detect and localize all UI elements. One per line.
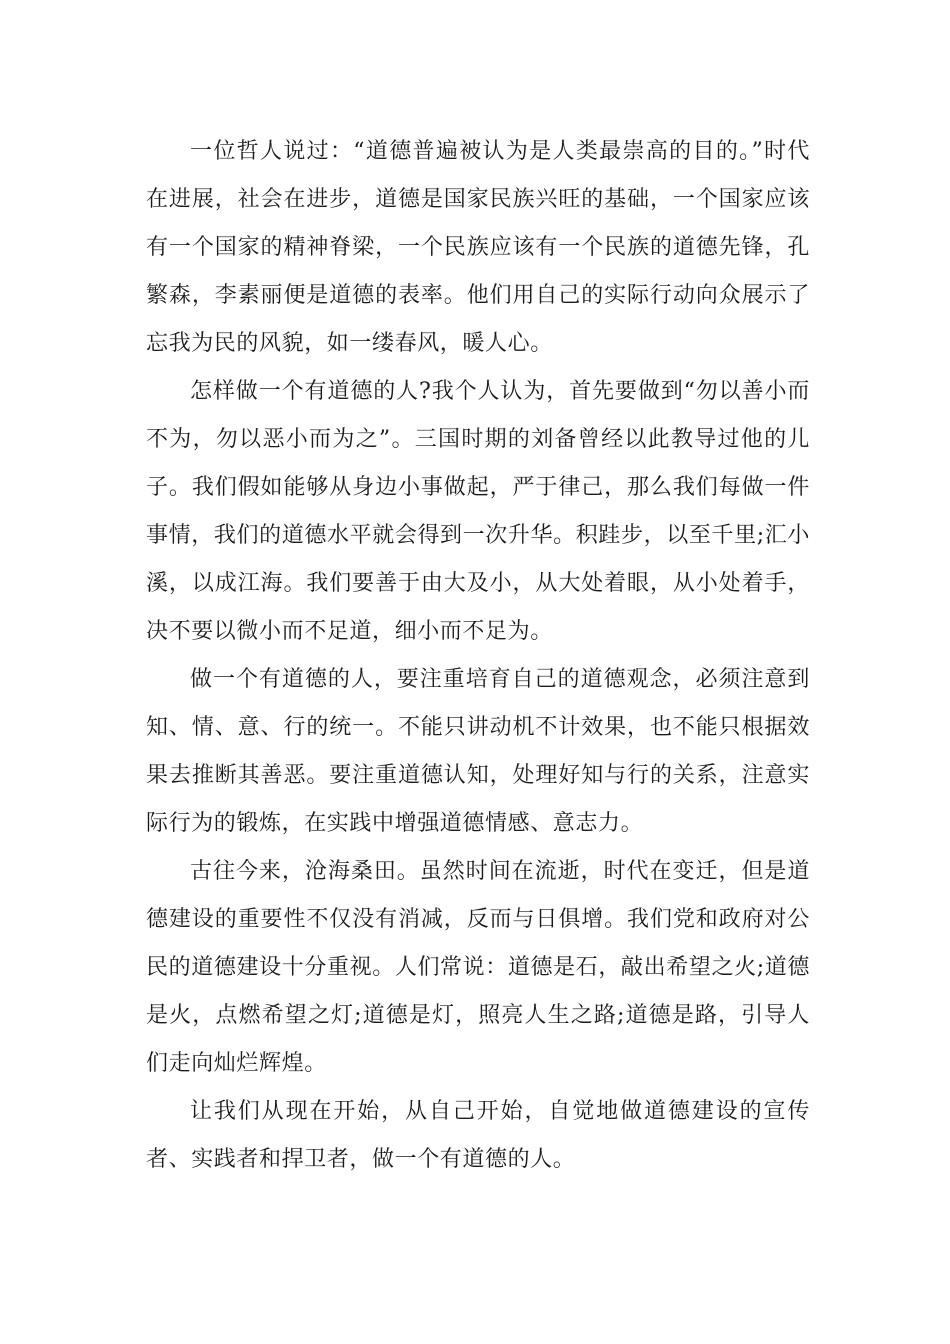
- document-body: [146, 128, 810, 1184]
- paragraph-5: 让我们从现在开始，从自己开始，自觉地做道德建设的宣传者、实践者和捍卫者，做一个有道德的人。: [146, 1099, 810, 1172]
- paragraph-2: 怎样做一个有道德的人?我个人认为，首先要做到“勿以善小而不为，勿以恶小而为之”。三国时期的刘备曾经以此教导过他的儿子。我们假如能够从身边小事做起，严于律己，那么我们每做一件事情，我们的道德水平就会得到一次升华。积跬步，以至千里;汇小溪，以成江海。我们要善于由大及小，从大处着眼，从小处着手，决不要以微小而不足道，细小而不足为。: [146, 379, 810, 644]
- paragraph-4: 古往今来，沧海桑田。虽然时间在流逝，时代在变迁，但是道德建设的重要性不仅没有消减，反而与日俱增。我们党和政府对公民的道德建设十分重视。人们常说：道德是石，敲出希望之火;道德是火，点燃希望之灯;道德是灯，照亮人生之路;道德是路，引导人们走向灿烂辉煌。: [146, 859, 810, 1076]
- paragraph-1: 一位哲人说过：“道德普遍被认为是人类最崇高的目的。”时代在进展，社会在进步，道德是国家民族兴旺的基础，一个国家应该有一个国家的精神脊梁，一个民族应该有一个民族的道德先锋，孔繁森，李素丽便是道德的表率。他们用自己的实际行动向众展示了忘我为民的风貌，如一缕春风，暖人心。: [146, 139, 810, 356]
- paragraph-3: 做一个有道德的人，要注重培育自己的道德观念，必须注意到知、情、意、行的统一。不能只讲动机不计效果，也不能只根据效果去推断其善恶。要注重道德认知，处理好知与行的关系，注意实际行为的锻炼，在实践中增强道德情感、意志力。: [146, 667, 810, 836]
